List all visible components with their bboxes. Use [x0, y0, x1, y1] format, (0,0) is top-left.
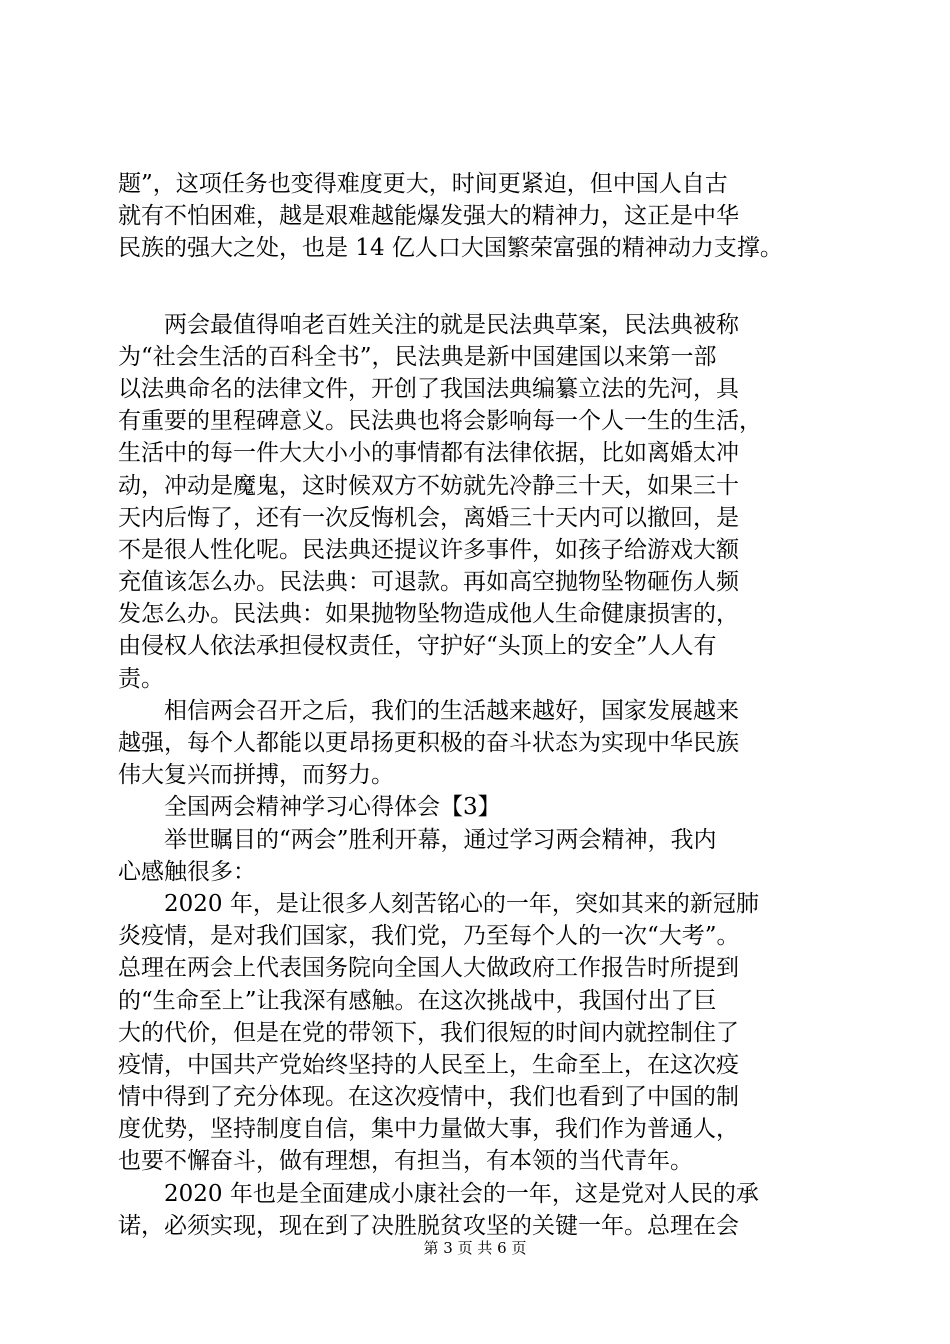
text-line: 的“生命至上”让我深有感触。在这次挑战中，我国付出了巨: [118, 987, 717, 1014]
text-line: 心感触很多：: [118, 858, 256, 885]
text-line: 炎疫情，是对我们国家，我们党，乃至每个人的一次“大考”。: [118, 923, 740, 950]
text-line: 疫情，中国共产党始终坚持的人民至上，生命至上，在这次疫: [118, 1051, 739, 1078]
text-line: 也要不懈奋斗，做有理想，有担当，有本领的当代青年。: [118, 1148, 693, 1175]
text-line: 题”，这项任务也变得难度更大，时间更紧迫，但中国人自古: [118, 171, 728, 197]
text-line: 大的代价，但是在党的带领下，我们很短的时间内就控制住了: [118, 1019, 739, 1046]
text-line: 就有不怕困难，越是艰难越能爆发强大的精神力，这正是中华: [118, 203, 739, 230]
text-line: 由侵权人依法承担侵权责任，守护好“头顶上的安全”人人有: [118, 633, 717, 660]
section-title: 全国两会精神学习心得体会【3】: [118, 794, 501, 821]
text-line: 有重要的里程碑意义。民法典也将会影响每一个人一生的生活，: [118, 408, 762, 435]
text-line: 相信两会召开之后，我们的生活越来越好，国家发展越来: [118, 697, 739, 724]
text-line: 民族的强大之处，也是 14 亿人口大国繁荣富强的精神动力支撑。: [118, 235, 783, 262]
paragraph-3: [118, 695, 838, 792]
document-body: [118, 168, 838, 1242]
paragraph-1: [118, 168, 838, 265]
text-line: 越强，每个人都能以更昂扬更积极的奋斗状态为实现中华民族: [118, 730, 739, 756]
text-line: 两会最值得咱老百姓关注的就是民法典草案，民法典被称: [118, 311, 739, 338]
text-line: 伟大复兴而拼搏，而努力。: [118, 762, 394, 789]
text-line: 动，冲动是魔鬼，这时候双方不妨就先冷静三十天，如果三十: [118, 472, 739, 499]
text-line: 以法典命名的法律文件，开创了我国法典编纂立法的先河，具: [118, 375, 739, 402]
text-line: 责。: [118, 665, 164, 692]
text-line: 诺，必须实现，现在到了决胜脱贫攻坚的关键一年。总理在会: [118, 1212, 739, 1239]
text-line: 总理在两会上代表国务院向全国人大做政府工作报告时所提到: [118, 955, 739, 982]
section-heading: [118, 791, 838, 823]
text-line: 充值该怎么办。民法典：可退款。再如高空抛物坠物砸伤人频: [118, 569, 739, 596]
paragraph-2: [118, 309, 838, 695]
text-line: 举世瞩目的“两会”胜利开幕，通过学习两会精神，我内: [118, 826, 717, 853]
text-line: 情中得到了充分体现。在这次疫情中，我们也看到了中国的制: [118, 1084, 739, 1111]
text-line: 为“社会生活的百科全书”，民法典是新中国建国以来第一部: [118, 343, 717, 370]
text-line: 2020 年，是让很多人刻苦铭心的一年，突如其来的新冠肺: [118, 890, 759, 917]
paragraph-5: [118, 888, 838, 1178]
paragraph-6: [118, 1178, 838, 1242]
text-line: 不是很人性化呢。民法典还提议许多事件，如孩子给游戏大额: [118, 536, 739, 563]
page-footer: [0, 1238, 950, 1258]
paragraph-4: [118, 824, 838, 888]
text-line: 天内后悔了，还有一次反悔机会，离婚三十天内可以撤回，是: [118, 504, 739, 531]
text-line: 生活中的每一件大大小小的事情都有法律依据，比如离婚太冲: [118, 440, 739, 467]
text-line: 发怎么办。民法典：如果抛物坠物造成他人生命健康损害的，: [118, 601, 739, 628]
page-number: 第 3 页 共 6 页: [423, 1239, 527, 1257]
text-line: 2020 年也是全面建成小康社会的一年，这是党对人民的承: [118, 1180, 759, 1207]
text-line: 度优势，坚持制度自信，集中力量做大事，我们作为普通人，: [118, 1116, 739, 1143]
paragraph-gap: [118, 265, 838, 309]
